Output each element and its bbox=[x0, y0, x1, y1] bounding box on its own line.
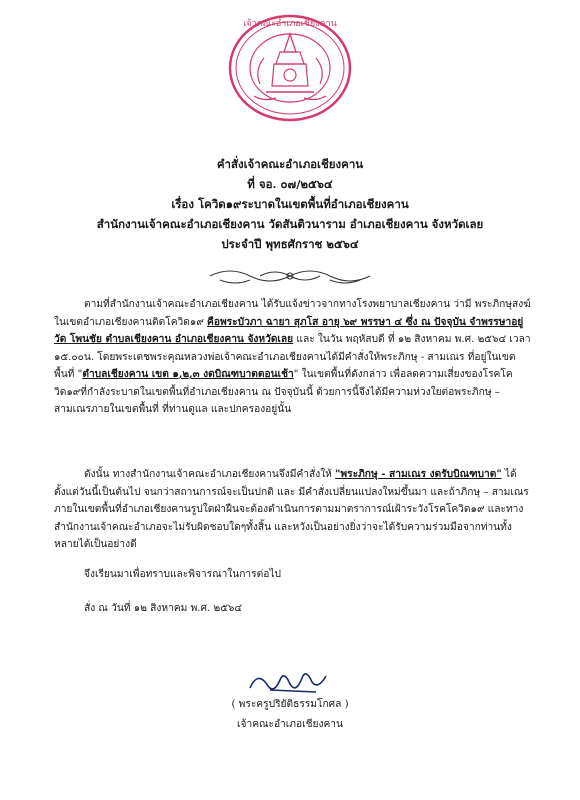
signer-name: ( พระครูปริยัติธรรมโกศล ) bbox=[231, 699, 349, 710]
paragraph-order: ดังนั้น ทางสำนักงานเจ้าคณะอำเภอเชียงคานจึงมีคำสั่งให้ "พระภิกษุ - สามเณร งดรับบิณฑบาต" ได้ตั้งแต่วันนี้เป็นต้นไป จนกว่าสถานการณ์จะเป็นปกติ และ มีคำสั่งเปลี่ยนแปลงใหม่ขึ้นมา และถ้าภิกษุ – สามเณรภายในเขตพื้นที่อำเภอเชียงคานรูปใดฝ่าฝืนจะต้องดำเนินการตามมาตราการณ์เฝ้าระวังโรคโควิด๑๙ และทางสำนักงานเจ้าคณะอำเภอจะไม่รับผิดชอบใดๆทั้งสิ้น และหวังเป็นอย่างยิ่งว่าจะได้รับความร่วมมือจากท่านทั้งหลายได้เป็นอย่างดี bbox=[54, 468, 529, 550]
office-address: สำนักงานเจ้าคณะอำเภอเชียงคาน วัดสันติวนาราม อำเภอเชียงคาน จังหวัดเลย bbox=[96, 217, 484, 231]
seal-ring-text: เจ้าคณะอำเภอเชียงคาน bbox=[243, 19, 337, 29]
handwritten-signature bbox=[240, 660, 340, 700]
closing-line: จึงเรียนมาเพื่อทราบและพิจารณาในการต่อไป bbox=[84, 569, 281, 580]
order-title: คำสั่งเจ้าคณะอำเภอเชียงคาน bbox=[216, 157, 364, 171]
ornament-divider bbox=[200, 264, 380, 288]
issued-date: สั่ง ณ วันที่ ๑๒ สิงหาคม พ.ศ. ๒๕๖๔ bbox=[84, 603, 243, 614]
year-line: ประจำปี พุทธศักราช ๒๕๖๔ bbox=[221, 237, 359, 251]
signer-title: เจ้าคณะอำเภอเชียงคาน bbox=[237, 719, 343, 730]
order-subject: เรื่อง โควิด๑๙ระบาดในเขตพื้นที่อำเภอเชียงคาน bbox=[171, 197, 409, 211]
official-seal bbox=[224, 12, 356, 124]
paragraph-notice: ตามที่สำนักงานเจ้าคณะอำเภอเชียงคาน ได้รับแจ้งข่าวจากทางโรงพยาบาลเชียงคาน ว่ามี พระภิกษุสงฆ์ในเขตอำเภอเชียงคานติดโควิด๑๙ คือพระบัวภา ฉายา สุภโส อายุ ๖๙ พรรษา ๔ ซึ่ง ณ ปัจจุบัน จำพรรษาอยู่ วัด โพนชัย ตำบลเชียงคาน อำเภอเชียงคาน จังหวัดเลย และ ในวัน พฤหัสบดี ที่ ๑๒ สิงหาคม พ.ศ. ๒๕๖๔ เวลา ๑๕.๐๐น. โดยพระเดชพระคุณหลวงพ่อเจ้าคณะอำเภอเชียงคานได้มีคำสั่งให้พระภิกษุ - สามเณร ที่อยู่ในเขตพื้นที่ "ตำบลเชียงคาน เขต ๑,๒,๓ งดบิณฑบาตตอนเช้า" ในเขตพื้นที่ดังกล่าว เพื่อลดความเสี่ยงของโรคโควิด๑๙ที่กำลังระบาดในเขตพื้นที่อำเภอเชียงคาน ณ ปัจจุบันนี้ ด้วยการนี้จึงได้มีความห่วงใยต่อพระภิกษุ – สามเณรภายในเขตพื้นที่ ที่ท่านดูแล และปกครองอยู่นั้น bbox=[54, 299, 531, 415]
order-number: ที่ จอ. ๐๗/๒๕๖๔ bbox=[247, 177, 333, 191]
